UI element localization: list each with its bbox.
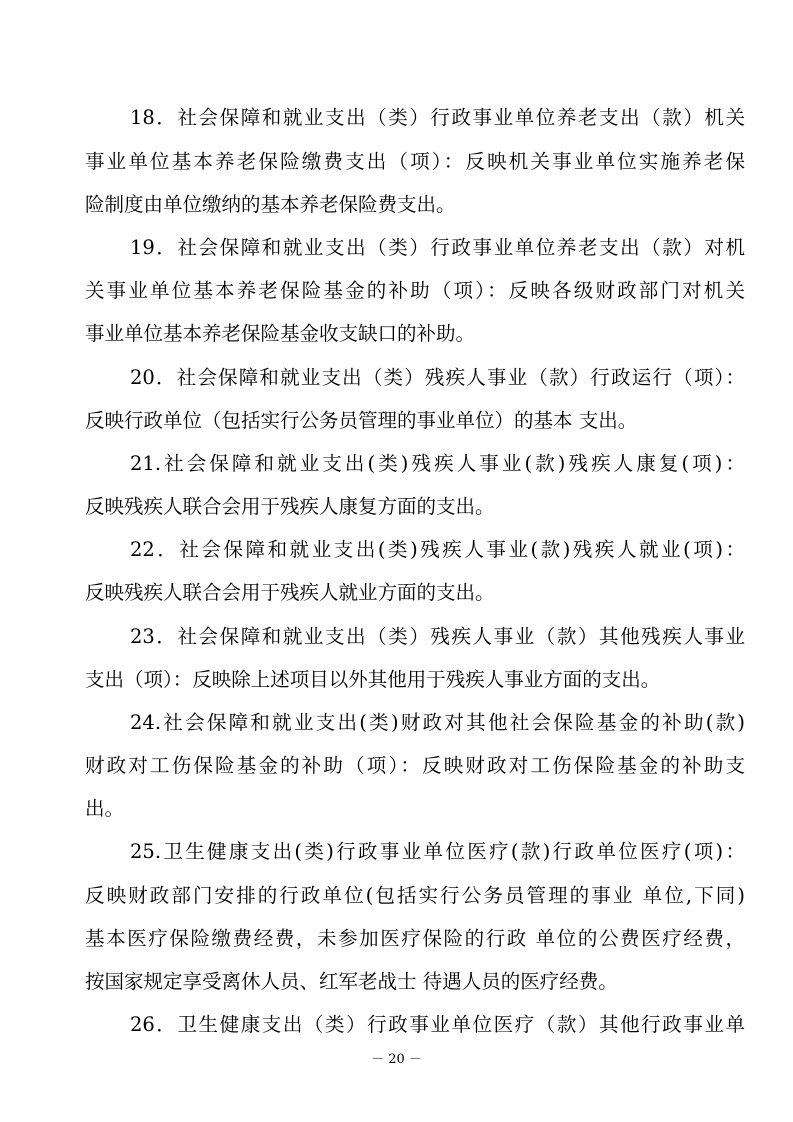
paragraph-18-line-2: 事业单位基本养老保险缴费支出（项）：反映机关事业单位实施养老保	[85, 150, 745, 173]
paragraph-26-line-1: 26．卫生健康支出（类）行政事业单位医疗（款）其他行政事业单	[130, 1013, 745, 1036]
paragraph-25-line-2: 反映财政部门安排的行政单位(包括实行公务员管理的事业 单位,下同)	[85, 884, 745, 907]
paragraph-19-line-2: 关事业单位基本养老保险基金的补助（项）：反映各级财政部门对机关	[85, 279, 745, 302]
paragraph-18-line-1: 18．社会保障和就业支出（类）行政事业单位养老支出（款）机关	[130, 106, 745, 129]
paragraph-23-line-1: 23．社会保障和就业支出（类）残疾人事业（款）其他残疾人事业	[130, 625, 745, 648]
paragraph-20-line-2: 反映行政单位（包括实行公务员管理的事业单位）的基本 支出。	[85, 409, 638, 432]
paragraph-25-line-4: 按国家规定享受离休人员、红军老战士 待遇人员的医疗经费。	[85, 970, 618, 993]
paragraph-19-line-3: 事业单位基本养老保险基金收支缺口的补助。	[85, 322, 476, 345]
paragraph-23-line-2: 支出（项）：反映除上述项目以外其他用于残疾人事业方面的支出。	[85, 668, 661, 691]
paragraph-19-line-1: 19．社会保障和就业支出（类）行政事业单位养老支出（款）对机	[130, 236, 745, 259]
paragraph-18-line-3: 险制度由单位缴纳的基本养老保险费支出。	[85, 193, 456, 216]
paragraph-25-line-1: 25.卫生健康支出(类)行政事业单位医疗(款)行政单位医疗(项)：	[130, 840, 745, 863]
paragraph-22-line-1: 22．社会保障和就业支出(类)残疾人事业(款)残疾人就业(项)：	[130, 538, 745, 561]
paragraph-20-line-1: 20．社会保障和就业支出（类）残疾人事业（款）行政运行（项）：	[130, 366, 745, 389]
paragraph-24-line-2: 财政对工伤保险基金的补助（项）：反映财政对工伤保险基金的补助支	[85, 754, 745, 777]
paragraph-25-line-3: 基本医疗保险缴费经费，未参加医疗保险的行政 单位的公费医疗经费，	[85, 927, 745, 950]
page-number: － 20 －	[371, 1052, 422, 1067]
paragraph-21-line-2: 反映残疾人联合会用于残疾人康复方面的支出。	[85, 495, 495, 518]
paragraph-21-line-1: 21.社会保障和就业支出(类)残疾人事业(款)残疾人康复(项)：	[130, 452, 745, 475]
paragraph-24-line-3: 出。	[85, 797, 125, 820]
paragraph-22-line-2: 反映残疾人联合会用于残疾人就业方面的支出。	[85, 581, 495, 604]
paragraph-24-line-1: 24.社会保障和就业支出(类)财政对其他社会保险基金的补助(款)	[130, 711, 745, 734]
